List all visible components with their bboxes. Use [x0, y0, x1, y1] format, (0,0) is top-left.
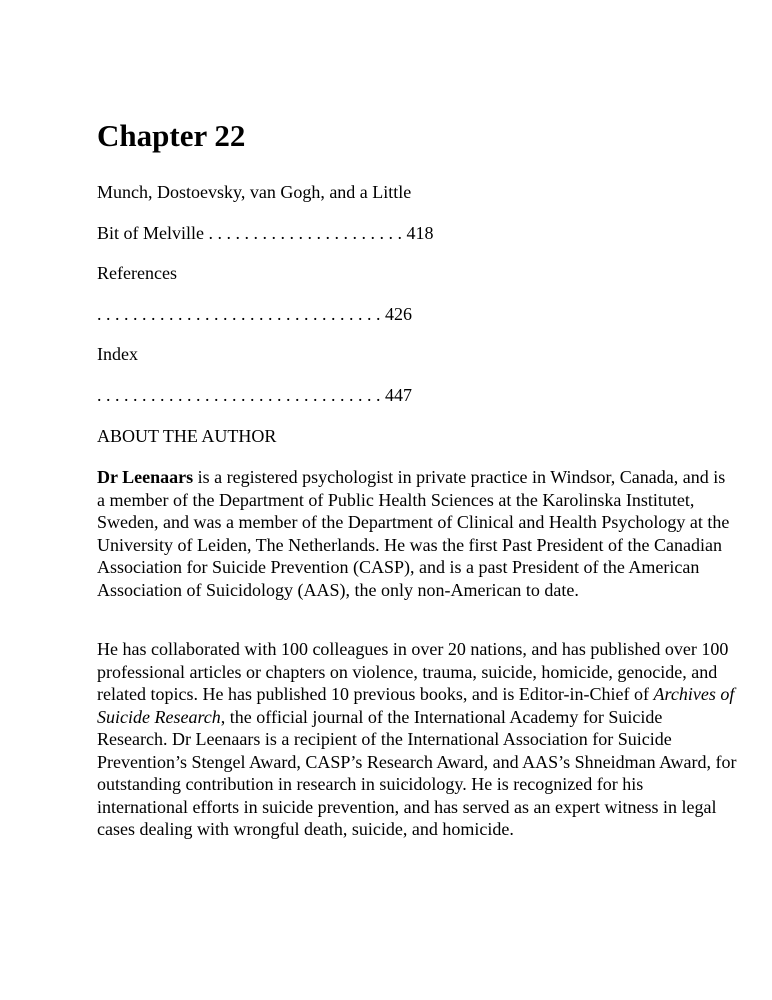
author-bio-text-2b: , the official journal of the International Academy for Suicide Research. Dr Leenaars is a recipient of the International Association for Suicide Prevention’s Stengel Award, CASP’s Research Award, and AAS’s Shneidman Award, for outstanding contribution in research in suicidology. He is recognized for his international efforts in suicide prevention, and has served as an expert witness in legal cases dealing with wrongful death, suicide, and homicide. — [97, 706, 737, 839]
document-page — [97, 0, 737, 1000]
toc-entry-references-page: . . . . . . . . . . . . . . . . . . . . . . . . . . . . . . . . 426 — [97, 304, 412, 324]
author-bio-text-1: is a registered psychologist in private practice in Windsor, Canada, and is a member of the Department of Public Health Sciences at the Karolinska Institutet, Sweden, and was a member of the Department of Clinical and Health Psychology at the University of Leiden, The Netherlands. He was the first Past President of the Canadian Association for Suicide Prevention (CASP), and is a past President of the American Association of Suicidology (AAS), the only non-American to date. — [97, 467, 730, 600]
section-heading-about-author: ABOUT THE AUTHOR — [97, 426, 277, 446]
toc-entry-chapter-22-line-2: Bit of Melville . . . . . . . . . . . . . . . . . . . . . . 418 — [97, 223, 434, 243]
author-bio-text-2a: He has collaborated with 100 colleagues in over 20 nations, and has published over 100 professional articles or chapters on violence, trauma, suicide, homicide, genocide, and related topics. He has published 10 previous books, and is Editor-in-Chief of — [97, 639, 729, 704]
author-name: Dr Leenaars — [97, 467, 194, 487]
author-bio-paragraph-2 — [97, 638, 737, 841]
toc-entry-chapter-22-line-1: Munch, Dostoevsky, van Gogh, and a Little — [97, 182, 412, 202]
chapter-title: Chapter 22 — [97, 118, 246, 153]
toc-entry-references: References — [97, 263, 177, 283]
journal-title: Archives of Suicide Research — [97, 684, 735, 727]
toc-entry-index-page: . . . . . . . . . . . . . . . . . . . . . . . . . . . . . . . . 447 — [97, 385, 412, 405]
author-bio-paragraph-1 — [97, 466, 737, 601]
toc-entry-index: Index — [97, 344, 138, 364]
